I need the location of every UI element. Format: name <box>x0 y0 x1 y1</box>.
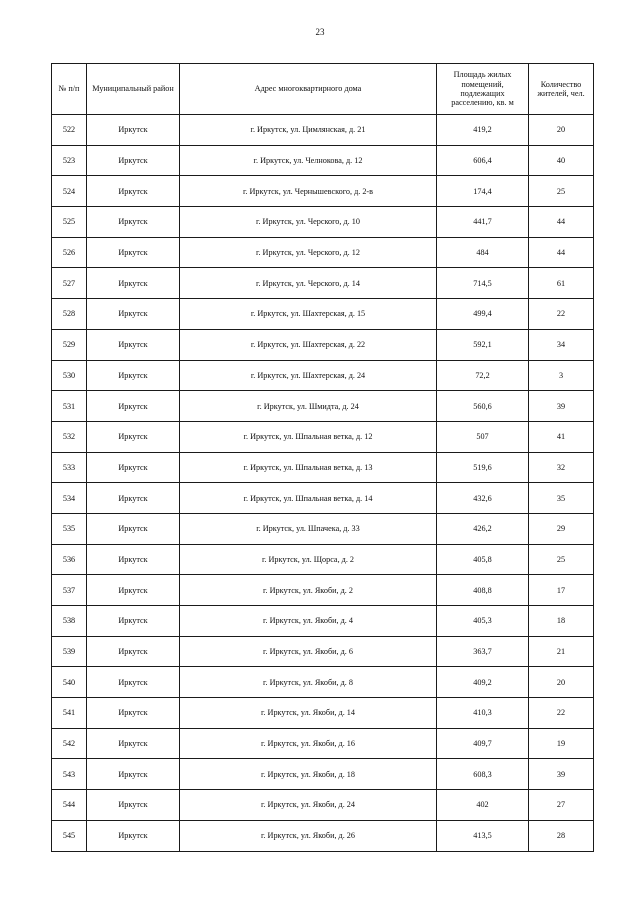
cell-residents: 32 <box>529 452 594 483</box>
cell-residents: 20 <box>529 667 594 698</box>
cell-residents: 19 <box>529 728 594 759</box>
cell-area: 363,7 <box>437 636 529 667</box>
cell-district: Иркутск <box>87 329 180 360</box>
table-row <box>52 728 594 759</box>
page-number: 23 <box>315 27 325 37</box>
cell-address: г. Иркутск, ул. Чернышевского, д. 2-в <box>180 176 437 207</box>
cell-num: 538 <box>52 606 87 637</box>
cell-num: 536 <box>52 544 87 575</box>
cell-area: 484 <box>437 237 529 268</box>
cell-district: Иркутск <box>87 544 180 575</box>
cell-num: 527 <box>52 268 87 299</box>
table-row <box>52 329 594 360</box>
cell-residents: 29 <box>529 513 594 544</box>
header-address: Адрес многоквартирного дома <box>180 64 437 115</box>
header-residents: Количество жителей, чел. <box>529 64 594 115</box>
cell-num: 523 <box>52 145 87 176</box>
table-row <box>52 421 594 452</box>
cell-address: г. Иркутск, ул. Якоби, д. 14 <box>180 698 437 729</box>
cell-district: Иркутск <box>87 483 180 514</box>
table-row <box>52 820 594 851</box>
cell-area: 432,6 <box>437 483 529 514</box>
cell-district: Иркутск <box>87 606 180 637</box>
header-district: Муниципальный район <box>87 64 180 115</box>
table-row <box>52 575 594 606</box>
cell-address: г. Иркутск, ул. Шмидта, д. 24 <box>180 391 437 422</box>
cell-district: Иркутск <box>87 728 180 759</box>
header-row <box>52 64 594 115</box>
cell-district: Иркутск <box>87 360 180 391</box>
cell-district: Иркутск <box>87 115 180 146</box>
cell-num: 525 <box>52 207 87 238</box>
cell-residents: 20 <box>529 115 594 146</box>
cell-area: 408,8 <box>437 575 529 606</box>
header-area: Площадь жилых помещений, подлежащих расселению, кв. м <box>437 64 529 115</box>
table-row <box>52 207 594 238</box>
cell-num: 545 <box>52 820 87 851</box>
cell-address: г. Иркутск, ул. Челнокова, д. 12 <box>180 145 437 176</box>
cell-num: 544 <box>52 790 87 821</box>
cell-district: Иркутск <box>87 667 180 698</box>
cell-area: 409,7 <box>437 728 529 759</box>
cell-address: г. Иркутск, ул. Шпальная ветка, д. 12 <box>180 421 437 452</box>
cell-address: г. Иркутск, ул. Щорса, д. 2 <box>180 544 437 575</box>
table-row <box>52 606 594 637</box>
cell-district: Иркутск <box>87 820 180 851</box>
cell-area: 592,1 <box>437 329 529 360</box>
table-row <box>52 452 594 483</box>
cell-area: 405,8 <box>437 544 529 575</box>
cell-district: Иркутск <box>87 575 180 606</box>
cell-area: 409,2 <box>437 667 529 698</box>
cell-residents: 25 <box>529 544 594 575</box>
cell-num: 529 <box>52 329 87 360</box>
cell-residents: 41 <box>529 421 594 452</box>
cell-address: г. Иркутск, ул. Шпальная ветка, д. 14 <box>180 483 437 514</box>
cell-address: г. Иркутск, ул. Якоби, д. 2 <box>180 575 437 606</box>
cell-num: 535 <box>52 513 87 544</box>
table-row <box>52 483 594 514</box>
cell-address: г. Иркутск, ул. Черского, д. 12 <box>180 237 437 268</box>
cell-residents: 21 <box>529 636 594 667</box>
cell-residents: 17 <box>529 575 594 606</box>
cell-address: г. Иркутск, ул. Якоби, д. 8 <box>180 667 437 698</box>
cell-num: 532 <box>52 421 87 452</box>
table-row <box>52 636 594 667</box>
cell-residents: 18 <box>529 606 594 637</box>
cell-residents: 3 <box>529 360 594 391</box>
cell-address: г. Иркутск, ул. Якоби, д. 6 <box>180 636 437 667</box>
cell-area: 606,4 <box>437 145 529 176</box>
table-row <box>52 391 594 422</box>
cell-area: 410,3 <box>437 698 529 729</box>
cell-district: Иркутск <box>87 790 180 821</box>
cell-address: г. Иркутск, ул. Шпачека, д. 33 <box>180 513 437 544</box>
table-row <box>52 790 594 821</box>
table-row <box>52 698 594 729</box>
table-header <box>52 64 594 115</box>
cell-area: 413,5 <box>437 820 529 851</box>
cell-area: 402 <box>437 790 529 821</box>
cell-address: г. Иркутск, ул. Шахтерская, д. 22 <box>180 329 437 360</box>
table-row <box>52 360 594 391</box>
table-row <box>52 268 594 299</box>
cell-residents: 39 <box>529 759 594 790</box>
cell-district: Иркутск <box>87 513 180 544</box>
cell-area: 499,4 <box>437 299 529 330</box>
cell-num: 534 <box>52 483 87 514</box>
cell-area: 608,3 <box>437 759 529 790</box>
table-row <box>52 299 594 330</box>
cell-district: Иркутск <box>87 759 180 790</box>
cell-area: 714,5 <box>437 268 529 299</box>
cell-district: Иркутск <box>87 237 180 268</box>
cell-area: 560,6 <box>437 391 529 422</box>
resettlement-table <box>51 63 594 852</box>
cell-district: Иркутск <box>87 268 180 299</box>
cell-district: Иркутск <box>87 207 180 238</box>
cell-num: 530 <box>52 360 87 391</box>
table-row <box>52 513 594 544</box>
cell-num: 526 <box>52 237 87 268</box>
cell-num: 531 <box>52 391 87 422</box>
cell-district: Иркутск <box>87 698 180 729</box>
cell-area: 405,3 <box>437 606 529 637</box>
table-row <box>52 145 594 176</box>
cell-address: г. Иркутск, ул. Шахтерская, д. 24 <box>180 360 437 391</box>
cell-district: Иркутск <box>87 636 180 667</box>
cell-address: г. Иркутск, ул. Якоби, д. 24 <box>180 790 437 821</box>
cell-area: 441,7 <box>437 207 529 238</box>
table-row <box>52 115 594 146</box>
cell-residents: 39 <box>529 391 594 422</box>
cell-num: 539 <box>52 636 87 667</box>
cell-district: Иркутск <box>87 421 180 452</box>
cell-address: г. Иркутск, ул. Якоби, д. 26 <box>180 820 437 851</box>
cell-area: 507 <box>437 421 529 452</box>
cell-num: 524 <box>52 176 87 207</box>
cell-district: Иркутск <box>87 391 180 422</box>
cell-address: г. Иркутск, ул. Якоби, д. 4 <box>180 606 437 637</box>
cell-address: г. Иркутск, ул. Цимлянская, д. 21 <box>180 115 437 146</box>
cell-num: 537 <box>52 575 87 606</box>
cell-residents: 27 <box>529 790 594 821</box>
cell-num: 541 <box>52 698 87 729</box>
cell-num: 543 <box>52 759 87 790</box>
cell-num: 528 <box>52 299 87 330</box>
table-row <box>52 237 594 268</box>
table-row <box>52 544 594 575</box>
cell-residents: 28 <box>529 820 594 851</box>
cell-address: г. Иркутск, ул. Якоби, д. 18 <box>180 759 437 790</box>
cell-residents: 22 <box>529 698 594 729</box>
cell-residents: 44 <box>529 237 594 268</box>
cell-address: г. Иркутск, ул. Якоби, д. 16 <box>180 728 437 759</box>
cell-residents: 44 <box>529 207 594 238</box>
cell-area: 519,6 <box>437 452 529 483</box>
cell-district: Иркутск <box>87 145 180 176</box>
table-row <box>52 176 594 207</box>
cell-district: Иркутск <box>87 299 180 330</box>
cell-num: 533 <box>52 452 87 483</box>
cell-area: 72,2 <box>437 360 529 391</box>
cell-district: Иркутск <box>87 176 180 207</box>
cell-num: 522 <box>52 115 87 146</box>
cell-address: г. Иркутск, ул. Черского, д. 10 <box>180 207 437 238</box>
cell-num: 540 <box>52 667 87 698</box>
cell-district: Иркутск <box>87 452 180 483</box>
cell-residents: 34 <box>529 329 594 360</box>
cell-area: 419,2 <box>437 115 529 146</box>
cell-residents: 40 <box>529 145 594 176</box>
header-num: № п/п <box>52 64 87 115</box>
cell-area: 174,4 <box>437 176 529 207</box>
table-row <box>52 759 594 790</box>
cell-address: г. Иркутск, ул. Шпальная ветка, д. 13 <box>180 452 437 483</box>
cell-residents: 22 <box>529 299 594 330</box>
cell-residents: 25 <box>529 176 594 207</box>
cell-address: г. Иркутск, ул. Шахтерская, д. 15 <box>180 299 437 330</box>
cell-address: г. Иркутск, ул. Черского, д. 14 <box>180 268 437 299</box>
cell-residents: 35 <box>529 483 594 514</box>
cell-area: 426,2 <box>437 513 529 544</box>
table-row <box>52 667 594 698</box>
table-body <box>52 115 594 852</box>
cell-residents: 61 <box>529 268 594 299</box>
cell-num: 542 <box>52 728 87 759</box>
